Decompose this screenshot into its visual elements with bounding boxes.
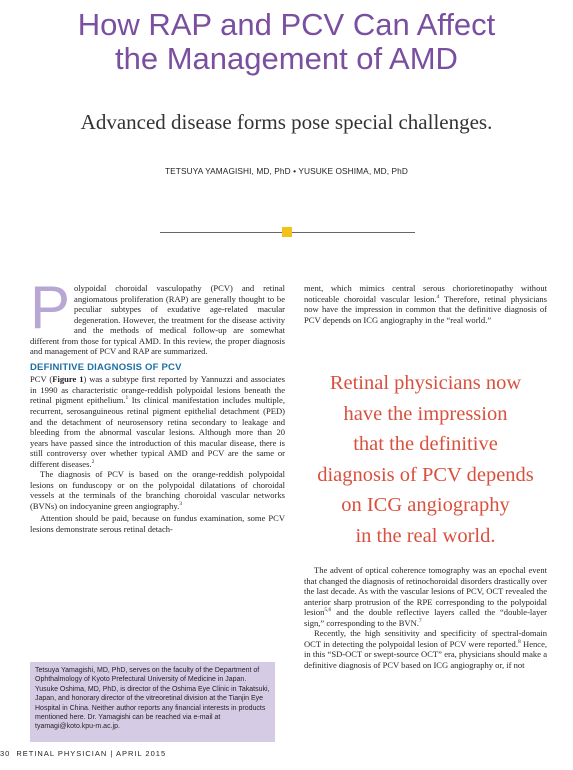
drop-cap: P xyxy=(30,274,71,341)
pull-quote-line: that the definitive xyxy=(353,433,498,455)
left-column xyxy=(30,274,285,535)
intro-paragraph: Polypoidal choroidal vasculopathy (PCV) and retinal angiomatous proliferation (RAP) are generally thought to be peculiar subtypes of exudative age-related macular degeneration. However, the treatment for the disease activity and the methods of medical follow-up are somewhat different from those for typical AMD. In this review, the proper diagnosis and management of PCV and RAP are summarized. xyxy=(30,274,285,357)
citation: 4 xyxy=(436,293,440,300)
citation: 2 xyxy=(91,458,95,465)
journal-name: RETINAL PHYSICIAN | APRIL 2015 xyxy=(16,749,167,758)
right-column xyxy=(304,283,547,325)
body-paragraph: PCV (Figure 1) was a subtype first reported by Yannuzzi and associates in 1990 as characteristic orange-reddish polypoidal lesions beneath the retinal pigment epithelium.$^1$ Its clinical manifestation includes multiple, recurrent, serosanguineous retinal pigment epithelial detachment (PED) and the detachment of neurosensory retina secondary to leakage and bleeding from the abnormal vascular lesions. Although more than 20 years have passed since the introduction of this macular disease, there is still controversy over whether typical AMD and PCV are the same or different diseases.$^2$ xyxy=(30,374,285,469)
citation: 5,6 xyxy=(324,607,332,614)
pull-quote-line: have the impression xyxy=(343,402,508,425)
page-footer xyxy=(0,749,166,758)
right-column-lower xyxy=(304,565,547,670)
page-number: 30 xyxy=(0,749,11,758)
title-line-2: the Management of AMD xyxy=(115,41,458,76)
body-paragraph: Recently, the high sensitivity and specificity of spectral-domain OCT in detecting the polypoidal lesion of PCV were reported.$^8$ Hence, in this “SD-OCT or swept-source OCT” era, physicians should make a definitive diagnosis of PCV based on ICG angiography or, if not xyxy=(304,628,547,670)
body-paragraph: Attention should be paid, because on fundus examination, some PCV lesions demonstrate serous retinal detach- xyxy=(30,513,285,535)
citation: 8 xyxy=(517,638,521,645)
author-byline: TETSUYA YAMAGISHI, MD, PhD • YUSUKE OSHIMA, MD, PhD xyxy=(165,166,408,176)
citation: 1 xyxy=(125,395,129,402)
pull-quote-line: on ICG angiography xyxy=(341,494,510,516)
figure-reference: Figure 1 xyxy=(52,374,84,385)
pull-quote xyxy=(304,368,547,551)
citation: 7 xyxy=(418,617,422,624)
title-line-1: How RAP and PCV Can Affect xyxy=(77,7,496,42)
body-paragraph: ment, which mimics central serous chorioretinopathy without noticeable choroidal vascular lesion.$^4$ Therefore, retinal physicians now have the impression in common that the definitive diagnosis of PCV depends on ICG angiography in the “real world.” xyxy=(304,283,547,325)
pull-quote-line: diagnosis of PCV depends xyxy=(317,463,534,486)
body-paragraph: The diagnosis of PCV is based on the orange-reddish polypoidal lesions on funduscopy or on the polypoidal dilatations of choroidal vessels at the terminals of the branching choroidal vascular networks (BVNs) on indocyanine green angiography.$^3$ xyxy=(30,469,285,511)
section-heading: DEFINITIVE DIAGNOSIS OF PCV xyxy=(30,361,182,373)
author-bio-box: Tetsuya Yamagishi, MD, PhD, serves on the faculty of the Department of Ophthalmology of Kyoto Prefectural University of Medicine in Japan. Yusuke Oshima, MD, PhD, is director of the Oshima Eye Clinic in Takatsuki, Japan, and honorary director of the vitreoretinal division at the Tianjin Eye Hospital in China. Neither author reports any financial interests in products mentioned here. Dr. Yamagishi can be reached via e-mail at tyamagi@koto.kpu-m.ac.jp. xyxy=(30,662,275,742)
ornament-square-icon xyxy=(282,227,292,237)
body-paragraph: The advent of optical coherence tomography was an epochal event that changed the diagnosis of retinochoroidal disorders drastically over the last decade. As with the vascular lesions of PCV, OCT revealed the anterior sharp protrusion of the RPE corresponding to the polypoidal lesion$^{5,6}$ and the double reflective layers called the “double-layer sign,” corresponding to the BVN.$^7$ xyxy=(304,565,547,628)
pull-quote-line: Retinal physicians now xyxy=(329,372,522,394)
pull-quote-line: in the real world. xyxy=(355,524,496,547)
article-title xyxy=(0,8,573,76)
citation: 3 xyxy=(179,501,182,508)
article-subtitle: Advanced disease forms pose special challenges. xyxy=(80,110,493,134)
